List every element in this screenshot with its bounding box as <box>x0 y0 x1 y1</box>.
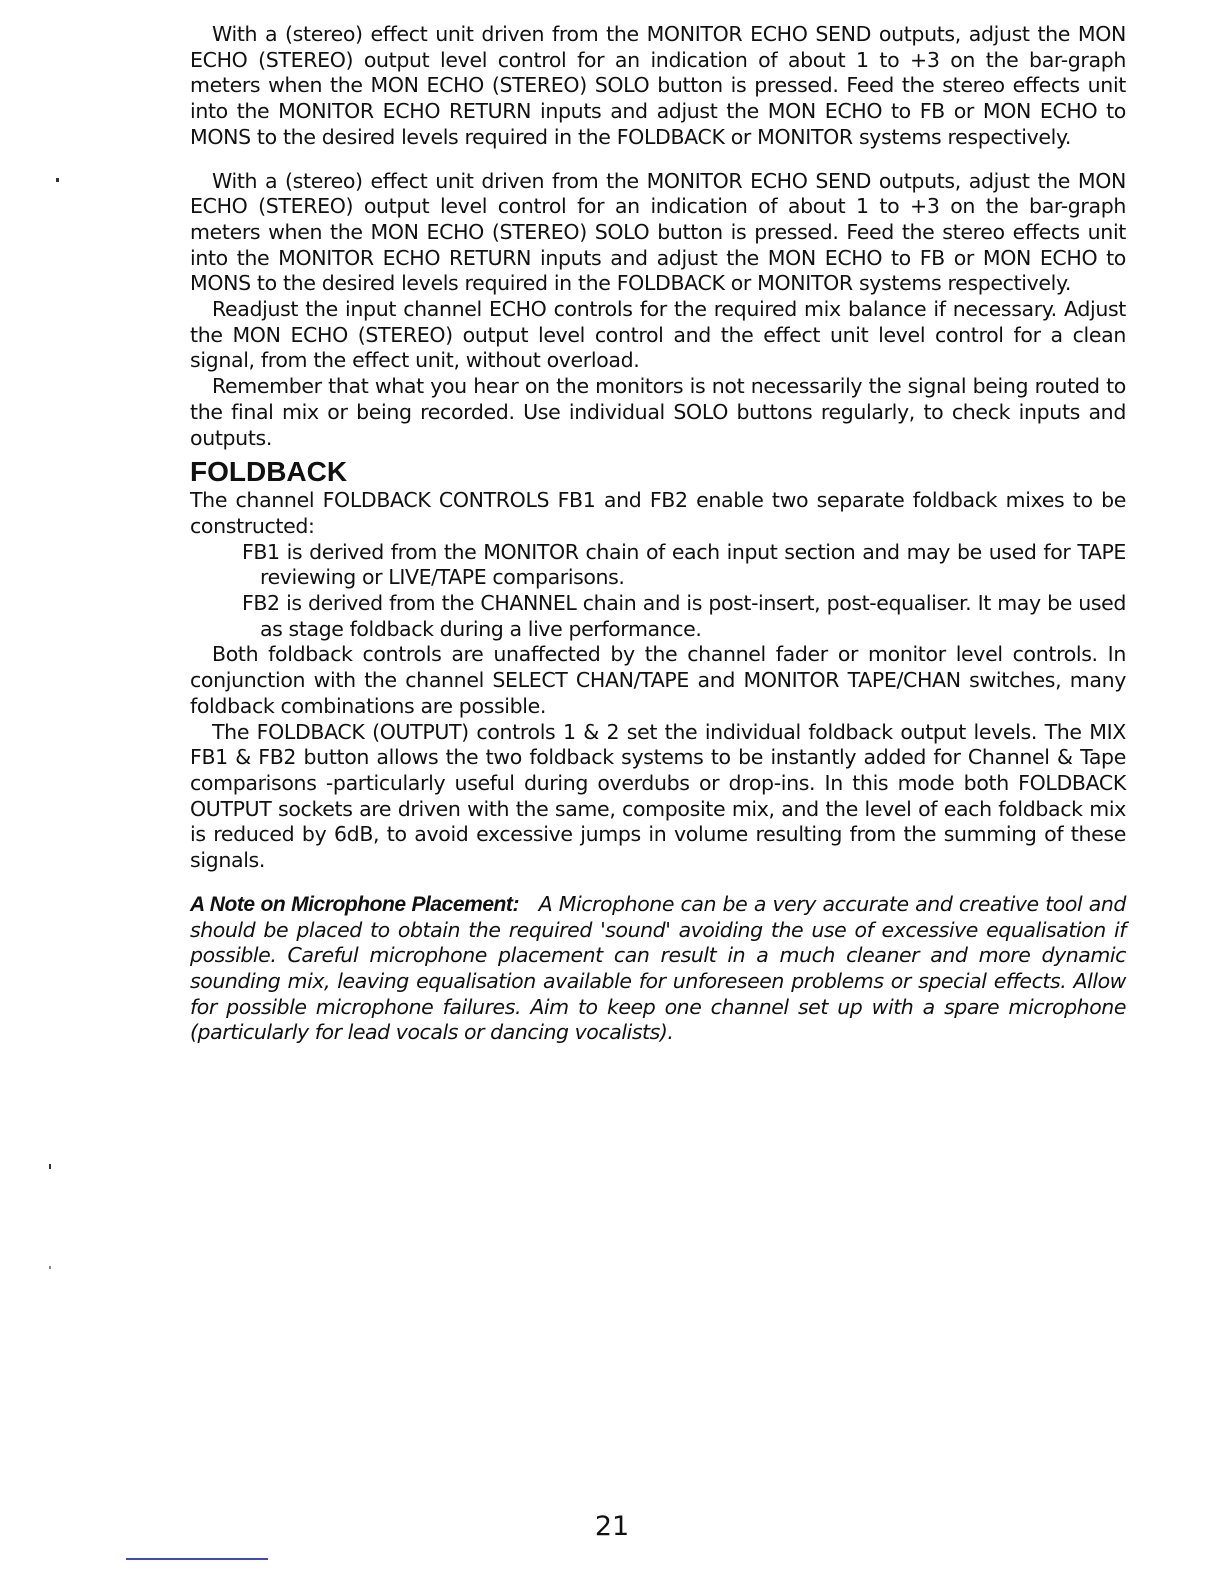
microphone-note <box>190 892 1126 1046</box>
scan-speck <box>56 178 59 182</box>
page-number: 21 <box>594 1511 630 1542</box>
scan-speck <box>49 1266 51 1269</box>
note-text: A Microphone can be a very accurate and creative tool and should be placed to obtain the required 'sound' avoiding the use of excessive equalisation if possible. Careful microphone placement can result in a much cleaner and more dynamic sounding mix, leaving equalisation available for unforeseen problems or special effects. Allow for possible microphone failures. Aim to keep one channel set up with a spare microphone (particularly for lead vocals or dancing vocalists). <box>190 891 1126 1045</box>
list-item-fb2: FB2 is derived from the CHANNEL chain and is post-insert, post-equaliser. It may be used as stage foldback during a live performance. <box>242 591 1126 641</box>
paragraph-echo-send-2: With a (stereo) effect unit driven from the MONITOR ECHO SEND outputs, adjust the MON ECHO (STEREO) output level control for an indication of about 1 to +3 on the bar-graph meters when the MON ECHO (STEREO) SOLO button is pressed. Feed the stereo effects unit into the MONITOR ECHO RETURN inputs and adjust the MON ECHO to FB or MON ECHO to MONS to the desired levels required in the FOLDBACK or MONITOR systems respectively. <box>190 168 1126 296</box>
foldback-list <box>242 540 1126 643</box>
paragraph-foldback-output: The FOLDBACK (OUTPUT) controls 1 & 2 set the individual foldback output levels. The MIX FB1 & FB2 button allows the two foldback systems to be instantly added for Channel & Tape comparisons -particularly useful during overdubs or drop-ins. In this mode both FOLDBACK OUTPUT sockets are driven with the same, composite mix, and the level of each foldback mix is reduced by 6dB, to avoid excessive jumps in volume resulting from the summing of these signals. <box>190 719 1126 873</box>
scan-speck <box>49 1164 51 1169</box>
note-label: A Note on Microphone Placement: <box>190 892 520 916</box>
footer-rule <box>126 1558 268 1560</box>
foldback-intro: The channel FOLDBACK CONTROLS FB1 and FB2 enable two separate foldback mixes to be constructed: <box>190 488 1126 538</box>
paragraph-both-controls: Both foldback controls are unaffected by the channel fader or monitor level controls. In conjunction with the channel SELECT CHAN/TAPE and MONITOR TAPE/CHAN switches, many foldback combinations are possible. <box>190 642 1126 718</box>
paragraph-echo-send-1: With a (stereo) effect unit driven from the MONITOR ECHO SEND outputs, adjust the MON ECHO (STEREO) output level control for an indication of about 1 to +3 on the bar-graph meters when the MON ECHO (STEREO) SOLO button is pressed. Feed the stereo effects unit into the MONITOR ECHO RETURN inputs and adjust the MON ECHO to FB or MON ECHO to MONS to the desired levels required in the FOLDBACK or MONITOR systems respectively. <box>190 22 1126 149</box>
foldback-heading: FOLDBACK <box>190 456 348 488</box>
paragraph-remember: Remember that what you hear on the monitors is not necessarily the signal being routed to the final mix or being recorded. Use individual SOLO buttons regularly, to check inputs and outputs. <box>190 374 1126 450</box>
paragraph-readjust: Readjust the input channel ECHO controls for the required mix balance if necessary. Adjust the MON ECHO (STEREO) output level control and the effect unit level control for a clean signal, from the effect unit, without overload. <box>190 297 1126 373</box>
list-item-fb1: FB1 is derived from the MONITOR chain of each input section and may be used for TAPE reviewing or LIVE/TAPE comparisons. <box>242 539 1126 590</box>
page-content <box>190 22 1126 1046</box>
